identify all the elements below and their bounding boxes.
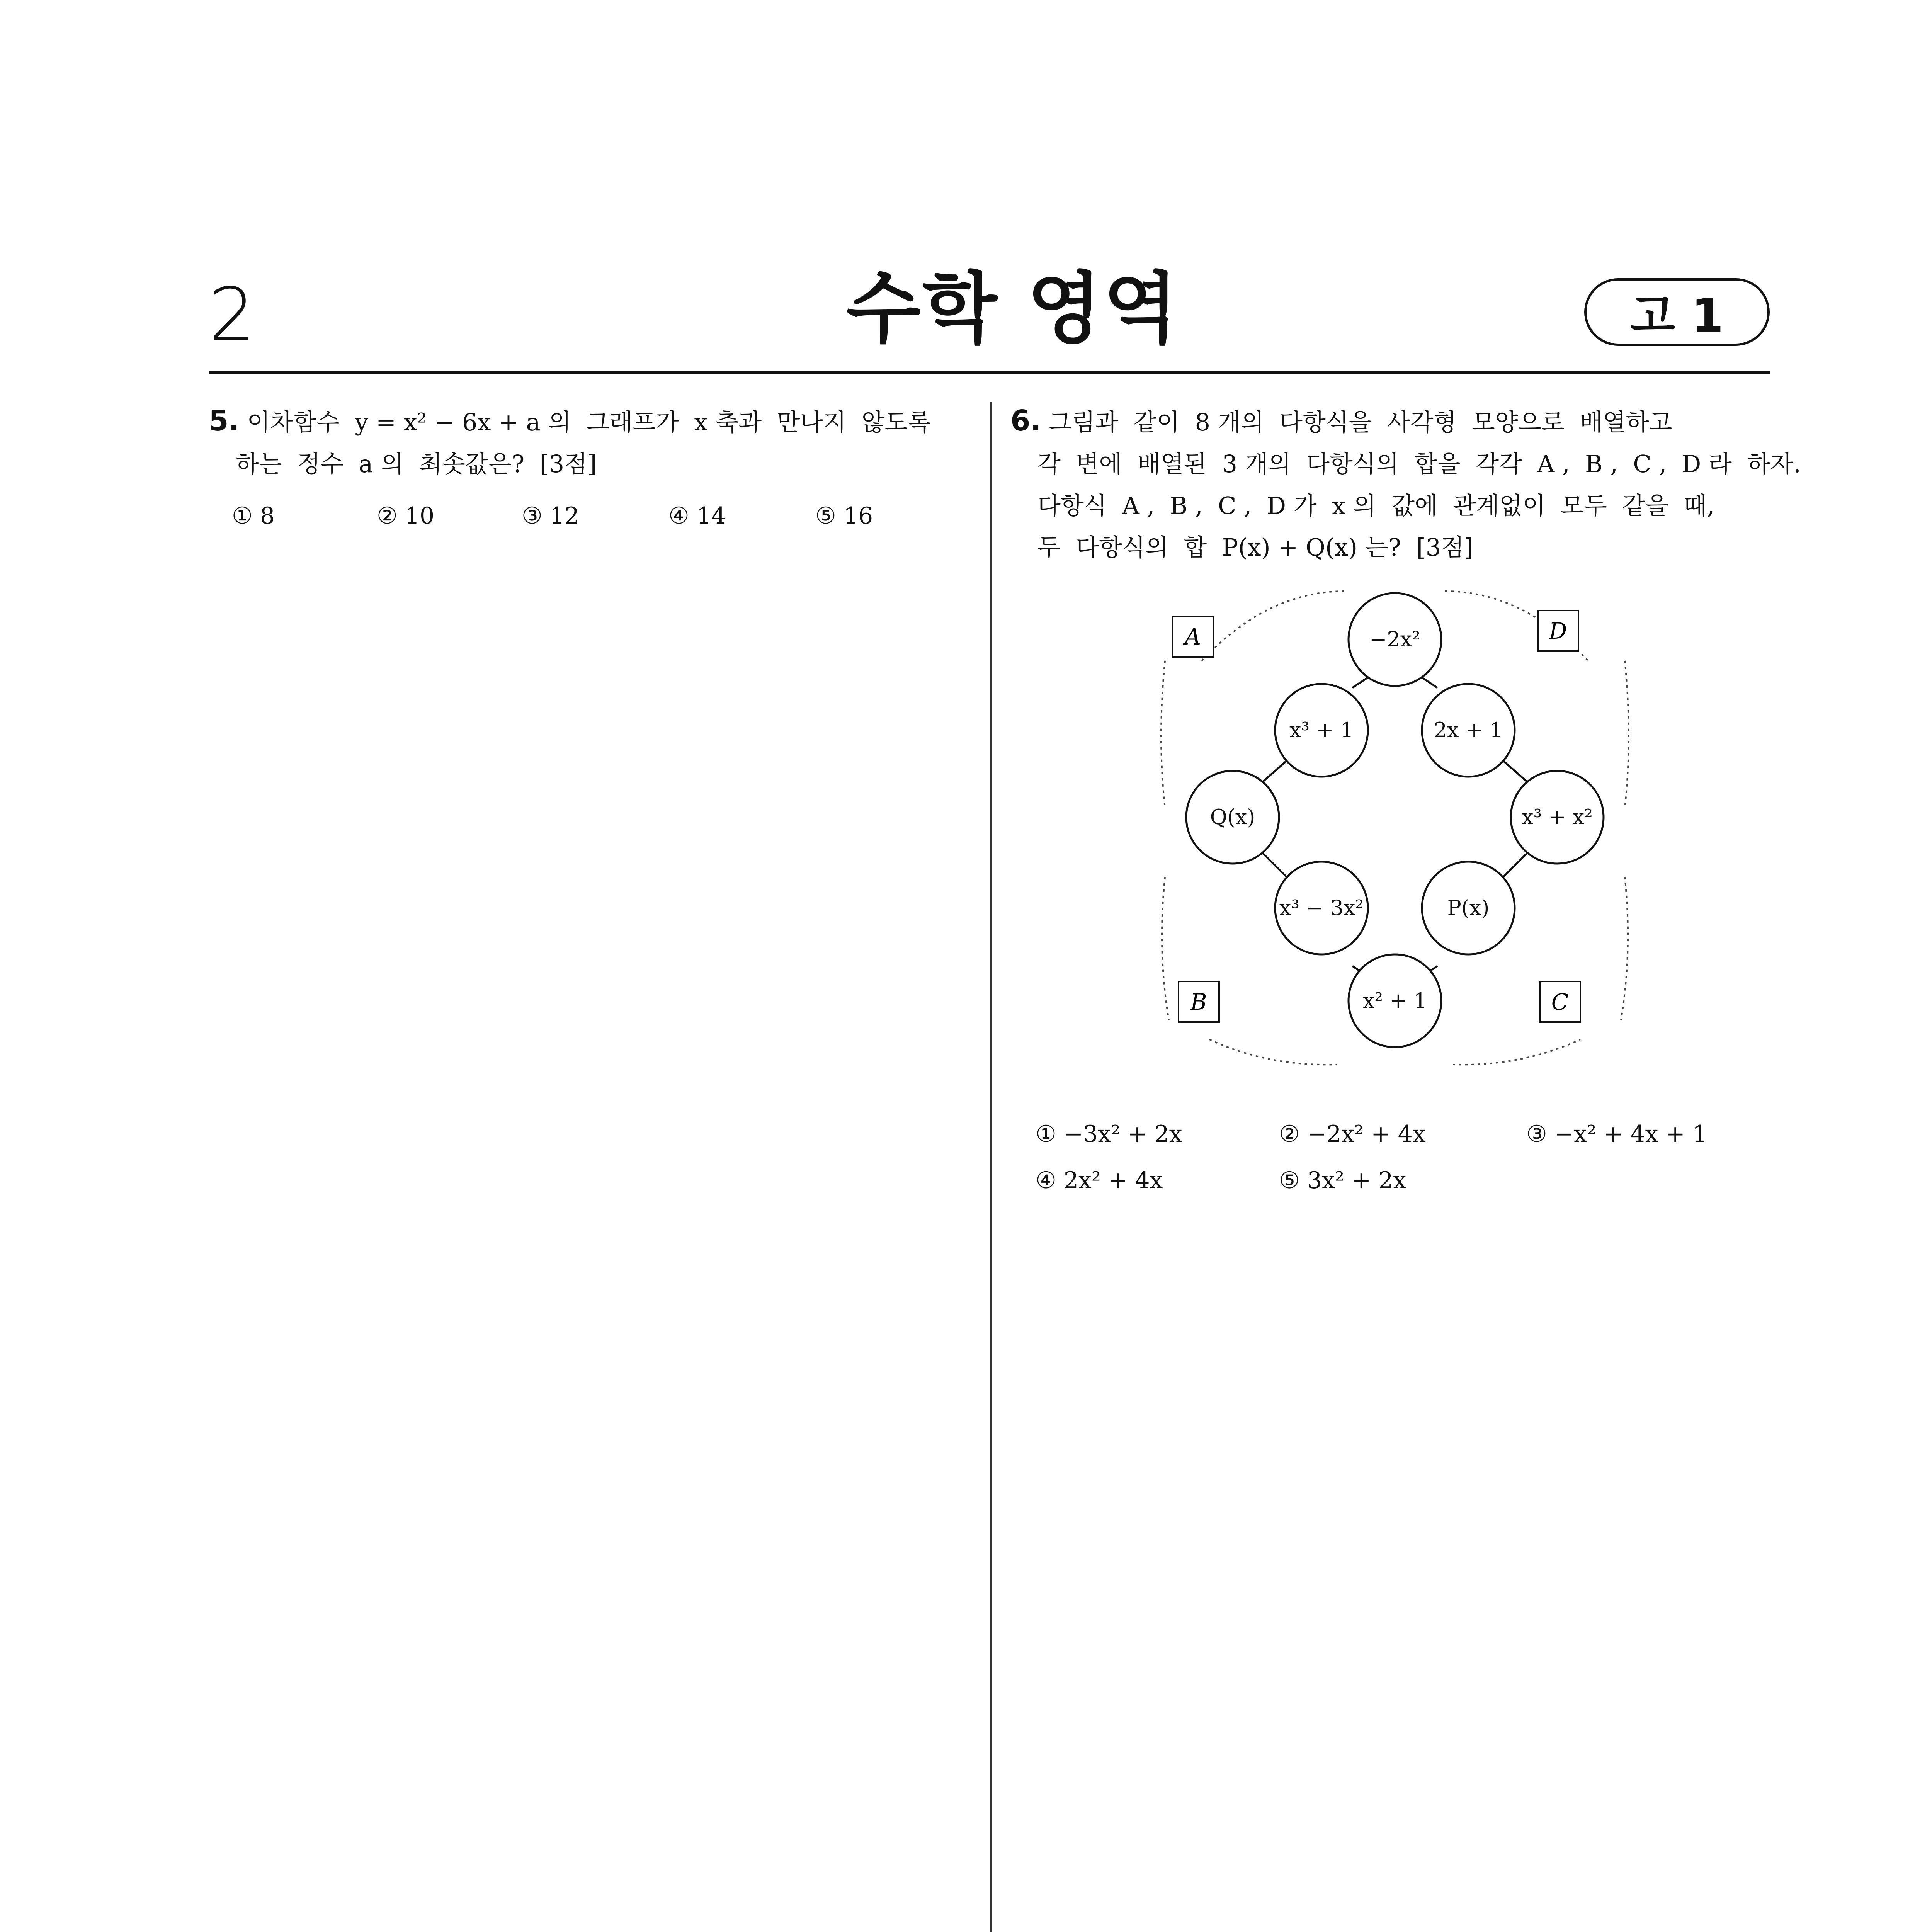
corner-box-a: [1173, 616, 1213, 657]
question-5-line-2: 하는 정수 a 의 최솟값은? [3점]: [236, 450, 597, 478]
polynomial-arrangement-diagram: [1151, 583, 1638, 1070]
column-divider: [990, 402, 992, 1932]
q6-choice-3[interactable]: ③ −x² + 4x + 1: [1526, 1121, 1708, 1148]
grade-label: 고 1: [1630, 289, 1724, 343]
node-label-upper-right: 2x + 1: [1434, 718, 1503, 742]
question-6-line-3: 다항식 A , B , C , D 가 x 의 값에 관계없이 모두 같을 때,: [1037, 492, 1715, 520]
question-6-line-4: 두 다항식의 합 P(x) + Q(x) 는? [3점]: [1037, 533, 1474, 561]
corner-box-b: [1179, 981, 1219, 1022]
page-title: 수학 영역: [846, 264, 1180, 354]
question-6-line-2: 각 변에 배열된 3 개의 다항식의 합을 각각 A , B , C , D 라 하자.: [1037, 450, 1801, 478]
node-label-upper-left: x³ + 1: [1289, 718, 1354, 742]
node-label-top: −2x²: [1369, 627, 1420, 651]
corner-label-a: A: [1185, 624, 1201, 650]
node-label-bottom: x² + 1: [1362, 988, 1427, 1013]
corner-label-b: B: [1190, 989, 1207, 1015]
grade-badge: [1584, 278, 1770, 346]
question-6-text: 그림과 같이 8 개의 다항식을 사각형 모양으로 배열하고: [1049, 408, 1672, 436]
node-label-left: Q(x): [1210, 805, 1255, 829]
question-5-text: 이차함수 y = x² − 6x + a 의 그래프가 x 축과 만나지 않도록: [247, 408, 931, 436]
corner-box-c: [1540, 981, 1580, 1022]
question-5-number: 5.: [209, 404, 240, 437]
q6-choice-1[interactable]: ① −3x² + 2x: [1036, 1121, 1182, 1148]
question-6-number: 6.: [1010, 404, 1041, 437]
corner-box-d: [1538, 611, 1578, 651]
q6-choice-4[interactable]: ④ 2x² + 4x: [1036, 1167, 1163, 1194]
question-6-line-1: [1010, 400, 1801, 443]
header-rule: [209, 371, 1770, 374]
page-number: 2: [209, 272, 255, 357]
q6-choice-2[interactable]: ② −2x² + 4x: [1279, 1121, 1426, 1148]
q5-choice-3[interactable]: ③ 12: [522, 502, 580, 529]
q6-choice-5[interactable]: ⑤ 3x² + 2x: [1279, 1167, 1406, 1194]
node-label-lower-left: x³ − 3x²: [1279, 896, 1364, 920]
question-5-line-1: [209, 400, 931, 443]
node-label-right: x³ + x²: [1522, 805, 1593, 829]
node-label-lower-right: P(x): [1447, 896, 1490, 920]
question-6: [1010, 400, 1801, 568]
corner-label-d: D: [1549, 618, 1567, 644]
corner-label-c: C: [1551, 989, 1569, 1015]
q5-choice-4[interactable]: ④ 14: [668, 502, 726, 529]
question-5: [209, 400, 931, 485]
q5-choice-2[interactable]: ② 10: [377, 502, 435, 529]
q5-choice-1[interactable]: ① 8: [232, 502, 275, 529]
q5-choice-5[interactable]: ⑤ 16: [815, 502, 873, 529]
